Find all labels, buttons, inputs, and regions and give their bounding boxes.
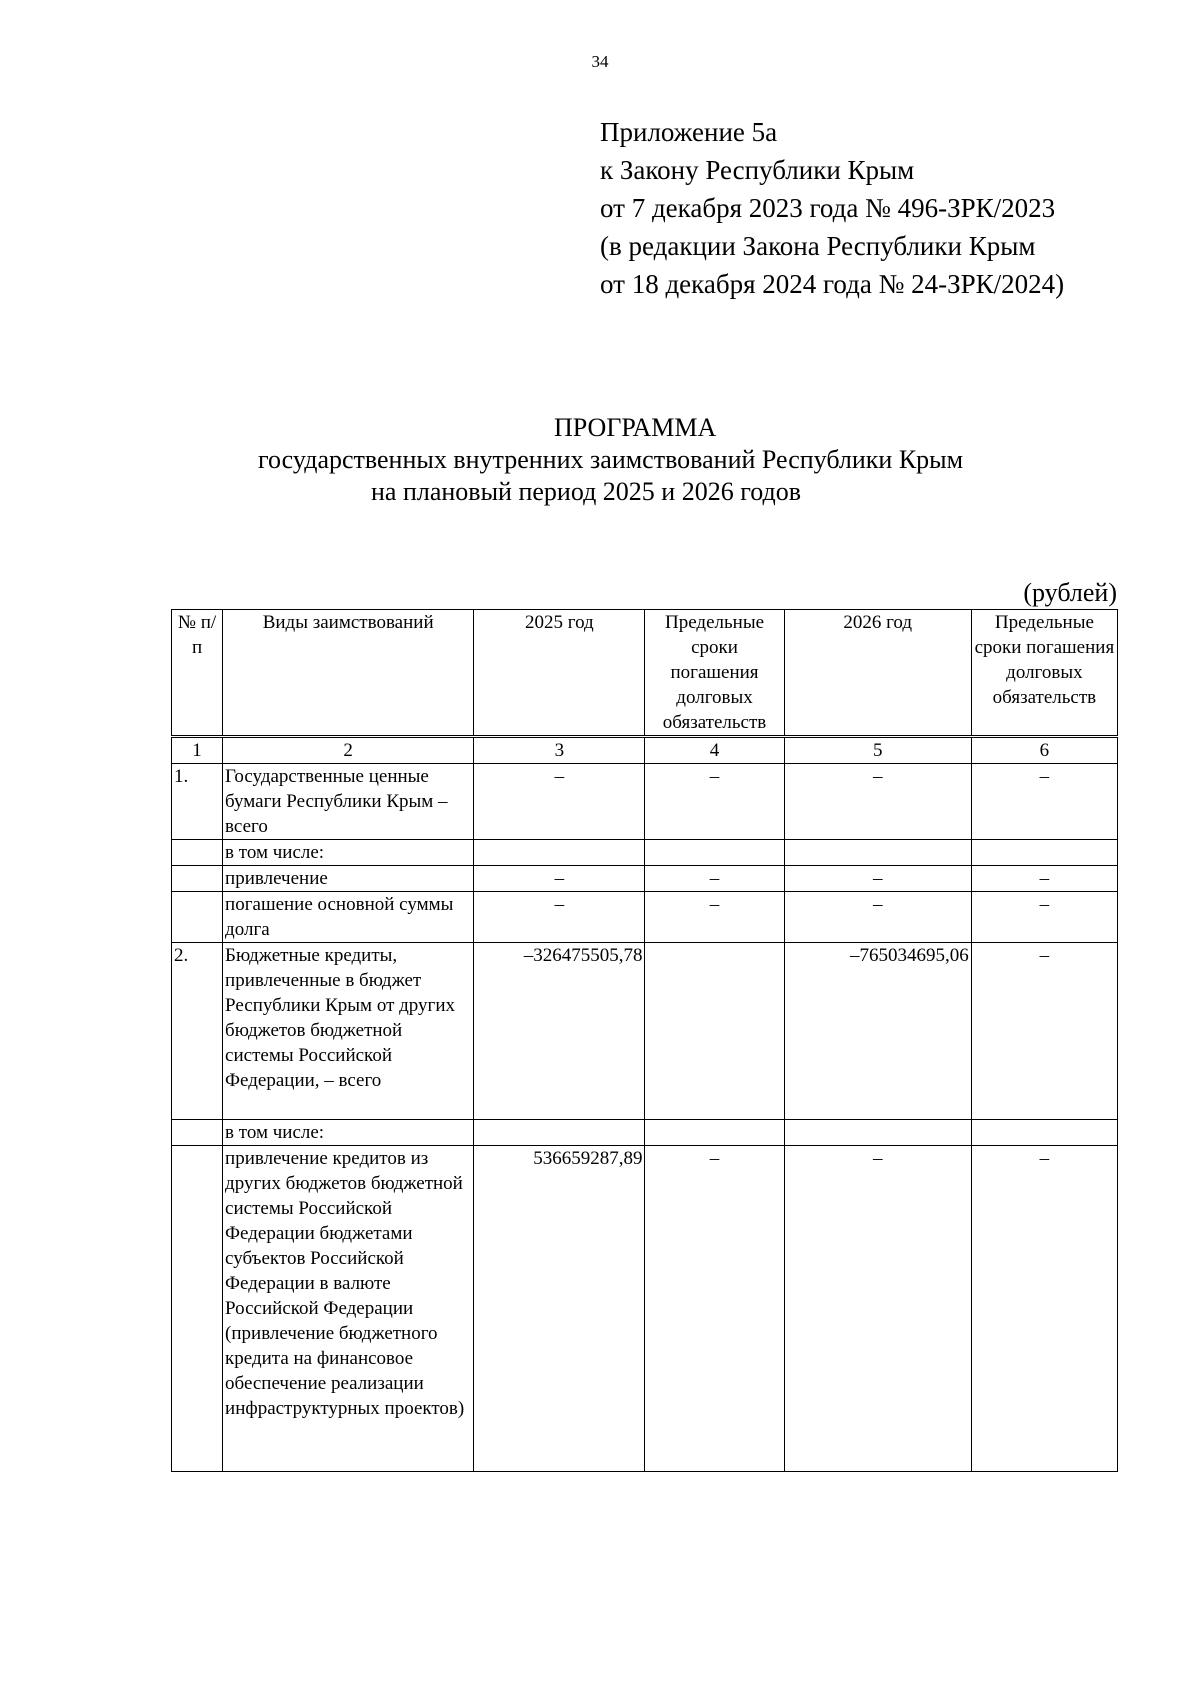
row-number: 2. (172, 943, 223, 1120)
row-kind: погашение основной суммы долга (223, 892, 474, 943)
title-line: на плановый период 2025 и 2026 годов (371, 477, 801, 506)
column-number-row (172, 737, 1118, 764)
column-number: 3 (474, 737, 645, 764)
row-kind: Бюджетные кредиты, привлеченные в бюджет Республики Крым от других бюджетов бюджетной системы Российской Федерации, – всего (223, 943, 474, 1120)
row-value-2026: – (784, 1146, 971, 1472)
column-number: 1 (172, 737, 223, 764)
column-number: 5 (784, 737, 971, 764)
row-kind: Государственные ценные бумаги Республики Крым – всего (223, 764, 474, 840)
appendix-reference (600, 113, 1064, 303)
row-value-2025: – (474, 866, 645, 892)
row-value-2025 (474, 840, 645, 866)
row-value-2026: – (784, 764, 971, 840)
row-term-2026: – (971, 892, 1117, 943)
title-line: ПРОГРАММА (554, 413, 717, 442)
row-term-2026 (971, 840, 1117, 866)
row-value-2025: –326475505,78 (474, 943, 645, 1120)
header-cell-2026: 2026 год (784, 610, 971, 737)
row-kind: привлечение (223, 866, 474, 892)
row-value-2026 (784, 840, 971, 866)
row-number (172, 1146, 223, 1472)
row-term-2025 (645, 1120, 784, 1146)
header-cell-term-2026: Предельные сроки погашения долговых обязательств (971, 610, 1117, 737)
row-value-2026: – (784, 892, 971, 943)
row-value-2026 (784, 1120, 971, 1146)
table-row (172, 943, 1118, 1120)
row-kind: в том числе: (223, 1120, 474, 1146)
title-line: государственных внутренних заимствований Республики Крым (258, 445, 964, 474)
row-number: 1. (172, 764, 223, 840)
page-number: 34 (591, 52, 609, 71)
row-value-2025: – (474, 764, 645, 840)
table-row (172, 764, 1118, 840)
column-number: 6 (971, 737, 1117, 764)
units-label: (рублей) (1023, 578, 1117, 607)
borrowing-program-table (171, 609, 1118, 1472)
appendix-line: от 7 декабря 2023 года № 496-ЗРК/2023 (600, 193, 1056, 223)
row-number (172, 892, 223, 943)
row-number (172, 866, 223, 892)
column-number: 4 (645, 737, 784, 764)
header-cell-number: № п/п (172, 610, 223, 737)
row-term-2026: – (971, 764, 1117, 840)
header-cell-kind: Виды заимствований (223, 610, 474, 737)
row-term-2026: – (971, 943, 1117, 1120)
row-term-2025: – (645, 892, 784, 943)
table-row (172, 840, 1118, 866)
row-kind: привлечение кредитов из других бюджетов бюджетной системы Российской Федерации бюджетами субъектов Российской Федерации в валюте Российской Федерации (привлечение бюджетного кредита на финансовое обеспечение реализации инфраструктурных проектов) (223, 1146, 474, 1472)
table-row (172, 892, 1118, 943)
appendix-line: от 18 декабря 2024 года № 24-ЗРК/2024) (600, 269, 1065, 299)
row-term-2026: – (971, 1146, 1117, 1472)
row-value-2026: – (784, 866, 971, 892)
appendix-line: (в редакции Закона Республики Крым (600, 231, 1036, 261)
row-term-2025 (645, 943, 784, 1120)
row-term-2025 (645, 840, 784, 866)
appendix-line: к Закону Республики Крым (600, 155, 915, 185)
row-value-2025: – (474, 892, 645, 943)
table-row (172, 866, 1118, 892)
table-row (172, 1146, 1118, 1472)
table-row (172, 1120, 1118, 1146)
header-cell-2025: 2025 год (474, 610, 645, 737)
row-number (172, 840, 223, 866)
appendix-line: Приложение 5а (600, 117, 778, 147)
column-number: 2 (223, 737, 474, 764)
row-term-2025: – (645, 866, 784, 892)
header-cell-term-2025: Предельные сроки погашения долговых обязательств (645, 610, 784, 737)
row-value-2026: –765034695,06 (784, 943, 971, 1120)
row-term-2025: – (645, 1146, 784, 1472)
row-kind: в том числе: (223, 840, 474, 866)
row-value-2025 (474, 1120, 645, 1146)
table-header-row (172, 610, 1118, 737)
row-number (172, 1120, 223, 1146)
row-term-2026: – (971, 866, 1117, 892)
row-term-2026 (971, 1120, 1117, 1146)
row-value-2025: 536659287,89 (474, 1146, 645, 1472)
row-term-2025: – (645, 764, 784, 840)
